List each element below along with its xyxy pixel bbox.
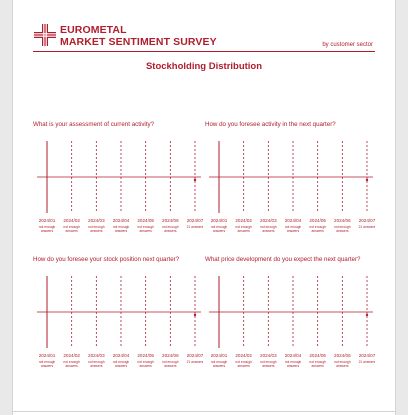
period-label: 2024/04 (284, 353, 302, 358)
chart-plot (205, 268, 375, 376)
period-note: answers (262, 229, 275, 233)
chart-stock-position-next-quarter (33, 256, 201, 376)
period-note: answers (286, 229, 300, 233)
period-label: 2024/04 (112, 353, 130, 358)
period-label: 2024/07 (358, 353, 375, 358)
period-label: 2024/02 (63, 353, 80, 358)
period-label: 2024/04 (284, 218, 302, 223)
period-label: 2024/06 (334, 353, 351, 358)
chart-question: What price development do you expect the next quarter? (205, 256, 361, 263)
period-note: not enough (284, 225, 302, 229)
eurometal-cross-icon (33, 23, 57, 47)
chart-question: How do you foresee activity in the next quarter? (205, 121, 336, 128)
period-note: not enough (137, 360, 154, 364)
period-note: answers (212, 229, 226, 233)
period-note: not enough (162, 225, 179, 229)
period-note: answers (311, 229, 324, 233)
period-note: not enough (334, 360, 351, 364)
period-note: not enough (260, 360, 277, 364)
period-note: not enough (112, 225, 130, 229)
period-label: 2024/05 (137, 353, 154, 358)
period-label: 2024/06 (162, 218, 179, 223)
period-note: answers (114, 229, 128, 233)
period-note: not enough (309, 225, 326, 229)
chart-price-development (205, 256, 373, 376)
period-note: not enough (63, 225, 80, 229)
period-note: answers (40, 229, 54, 233)
period-note: answers (164, 364, 177, 368)
period-note: answers (90, 229, 103, 233)
period-note: not enough (38, 225, 56, 229)
period-note: answers (164, 229, 177, 233)
period-note: answers (311, 364, 324, 368)
period-label: 2024/03 (260, 218, 277, 223)
period-label: 2024/07 (186, 218, 203, 223)
period-note: not enough (260, 225, 277, 229)
period-note: not enough (112, 360, 130, 364)
period-label: 2024/06 (334, 218, 351, 223)
document-title: Stockholding Distribution (145, 61, 263, 72)
period-label: 2024/04 (112, 218, 130, 223)
period-note: answers (286, 364, 300, 368)
period-label: 2024/05 (309, 353, 326, 358)
latest-period-marker (366, 179, 368, 181)
period-note: not enough (309, 360, 326, 364)
period-note: not enough (38, 360, 56, 364)
period-note: answers (90, 364, 103, 368)
period-note: 21 answers (186, 225, 203, 229)
period-label: 2024/05 (309, 218, 326, 223)
period-label: 2024/05 (137, 218, 154, 223)
header-divider (33, 51, 375, 52)
period-note: not enough (235, 225, 252, 229)
period-note: answers (65, 229, 78, 233)
period-note: not enough (88, 225, 105, 229)
period-note: answers (237, 229, 250, 233)
period-note: not enough (334, 225, 351, 229)
period-note: not enough (235, 360, 252, 364)
page-bottom-edge (13, 411, 395, 412)
period-note: answers (336, 229, 349, 233)
period-note: not enough (210, 225, 228, 229)
brand-line-1: EUROMETAL (60, 24, 127, 36)
chart-plot (205, 133, 375, 241)
period-note: answers (336, 364, 349, 368)
period-label: 2024/02 (235, 218, 252, 223)
period-note: answers (237, 364, 250, 368)
report-page (12, 0, 396, 415)
period-note: 21 answers (358, 225, 375, 229)
period-note: not enough (210, 360, 228, 364)
period-note: answers (139, 229, 152, 233)
brand-line-2: MARKET SENTIMENT SURVEY (60, 36, 217, 48)
period-note: answers (212, 364, 226, 368)
period-note: not enough (284, 360, 302, 364)
period-label: 2024/01 (210, 353, 228, 358)
sector-note: by customer sector (322, 42, 373, 48)
chart-plot (33, 268, 203, 376)
period-note: answers (65, 364, 78, 368)
period-label: 2024/01 (38, 218, 56, 223)
period-note: 21 answers (186, 360, 203, 364)
period-label: 2024/02 (63, 218, 80, 223)
period-label: 2024/06 (162, 353, 179, 358)
period-note: not enough (137, 225, 154, 229)
period-label: 2024/07 (186, 353, 203, 358)
period-note: answers (139, 364, 152, 368)
period-label: 2024/01 (210, 218, 228, 223)
chart-plot (33, 133, 203, 241)
chart-current-activity (33, 121, 201, 241)
latest-period-marker (194, 314, 196, 316)
period-note: answers (262, 364, 275, 368)
brand-title (60, 24, 217, 48)
period-note: not enough (162, 360, 179, 364)
latest-period-marker (366, 314, 368, 316)
period-note: 21 answers (358, 360, 375, 364)
period-note: answers (40, 364, 54, 368)
chart-question: What is your assessment of current activity? (33, 121, 155, 128)
period-label: 2024/03 (88, 218, 105, 223)
period-label: 2024/07 (358, 218, 375, 223)
latest-period-marker (194, 179, 196, 181)
period-note: answers (114, 364, 128, 368)
period-label: 2024/03 (260, 353, 277, 358)
period-label: 2024/02 (235, 353, 252, 358)
chart-question: How do you foresee your stock position next quarter? (33, 256, 180, 263)
chart-activity-next-quarter (205, 121, 373, 241)
period-note: not enough (63, 360, 80, 364)
period-label: 2024/01 (38, 353, 56, 358)
period-label: 2024/03 (88, 353, 105, 358)
period-note: not enough (88, 360, 105, 364)
